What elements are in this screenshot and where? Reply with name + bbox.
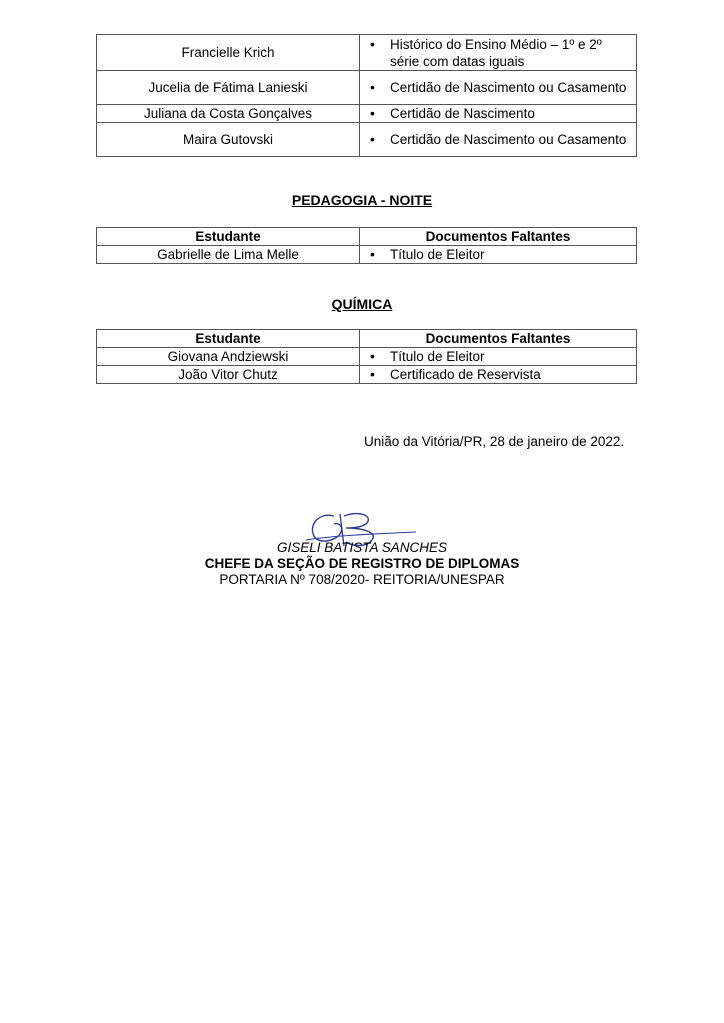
table-row [97,71,637,105]
missing-document: • Certificado de Reservista [368,366,634,383]
column-header-student: Estudante [97,330,360,348]
student-name: Juliana da Costa Gonçalves [97,105,360,123]
table-row [97,123,637,157]
missing-document: • Título de Eleitor [368,348,634,365]
column-header-student: Estudante [97,228,360,246]
table-row [97,348,637,366]
table-row [97,105,637,123]
column-header-docs: Documentos Faltantes [360,330,637,348]
table-header-row [97,228,637,246]
signer-name: GISELI BATISTA SANCHES [276,540,448,555]
table-row [97,35,637,71]
missing-document: • Certidão de Nascimento ou Casamento [368,131,634,148]
section-title-quimica: QUÍMICA [331,296,393,312]
continuation-table [96,34,637,157]
missing-document: • Certidão de Nascimento [368,105,634,122]
signature-block [0,540,724,588]
student-name: João Vitor Chutz [97,366,360,384]
student-name: Jucelia de Fátima Lanieski [97,71,360,105]
missing-document: • Histórico do Ensino Médio – 1º e 2º série com datas iguais [368,36,634,70]
table-row [97,246,637,264]
student-name: Francielle Krich [97,35,360,71]
student-name: Maira Gutovski [97,123,360,157]
pedagogia-table [96,227,637,264]
student-name: Gabrielle de Lima Melle [97,246,360,264]
quimica-table [96,329,637,384]
missing-document: • Título de Eleitor [368,246,634,263]
table-row [97,366,637,384]
section-title-pedagogia: PEDAGOGIA - NOITE [291,192,433,208]
date-line: União da Vitória/PR, 28 de janeiro de 2022. [364,434,625,449]
column-header-docs: Documentos Faltantes [360,228,637,246]
signer-role: CHEFE DA SEÇÃO DE REGISTRO DE DIPLOMAS [204,556,520,571]
table-header-row [97,330,637,348]
signer-ordinance: PORTARIA Nº 708/2020- REITORIA/UNESPAR [219,572,505,587]
missing-document: • Certidão de Nascimento ou Casamento [368,79,634,96]
student-name: Giovana Andziewski [97,348,360,366]
